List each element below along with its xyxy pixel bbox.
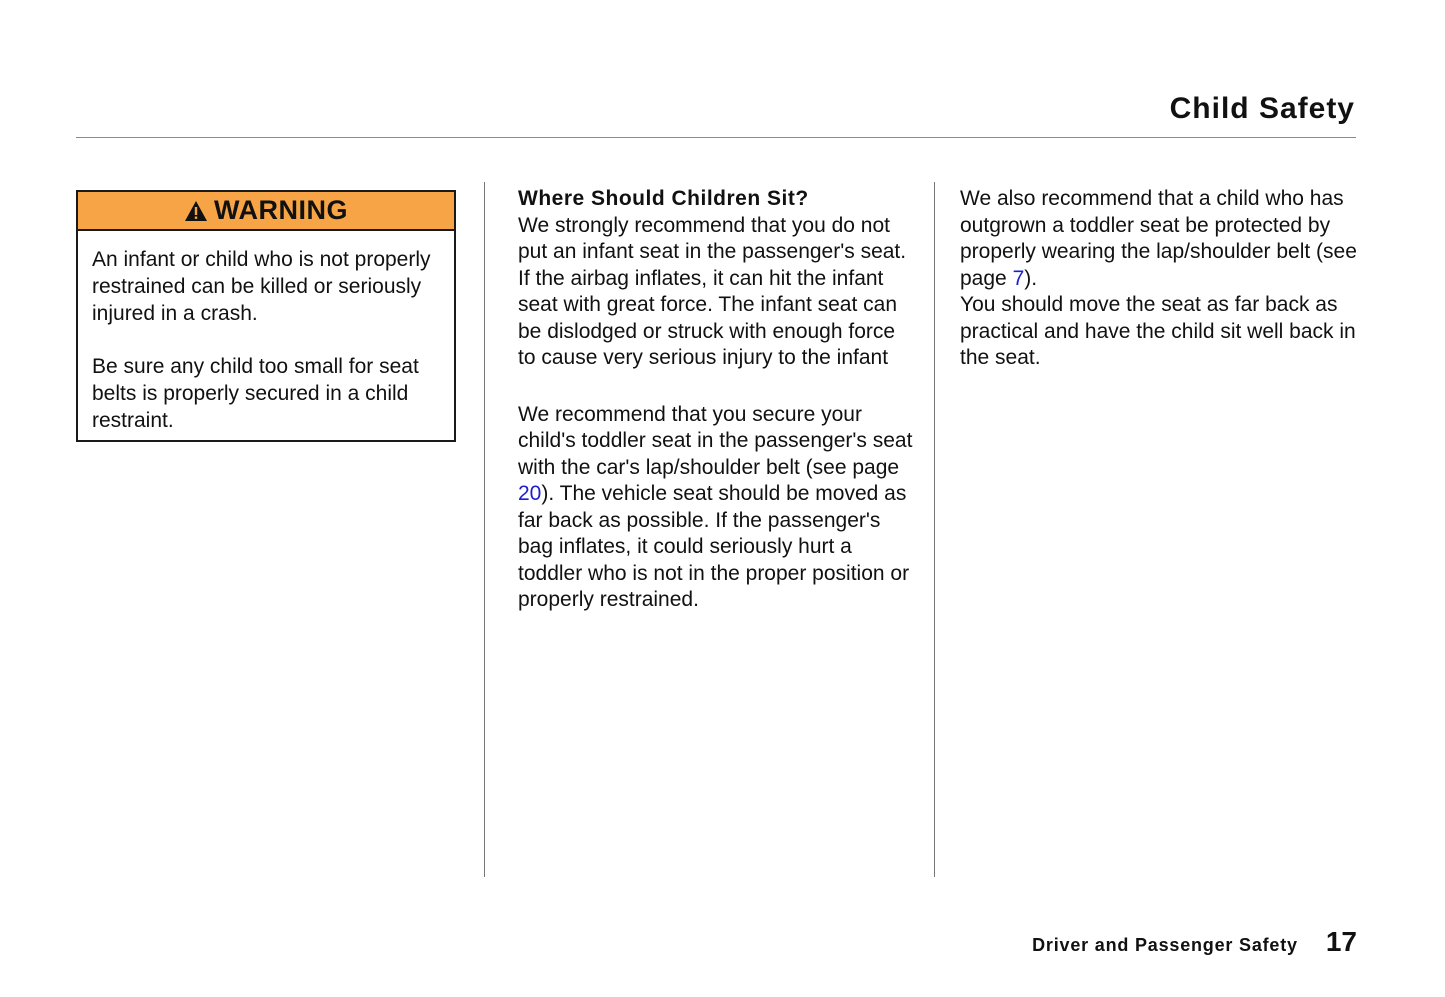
paragraph: You should move the seat as far back as practical and have the child sit well back in the seat. [960, 293, 1356, 369]
warning-body [78, 231, 454, 434]
warning-title: WARNING [214, 195, 348, 225]
header-rule [76, 137, 1356, 138]
column-divider [484, 182, 485, 877]
right-column [960, 186, 1360, 372]
page-number: 17 [1325, 926, 1357, 957]
column-divider [934, 182, 935, 877]
page-link[interactable]: 7 [1012, 266, 1025, 290]
footer-section-title: Driver and Passenger Safety [1032, 935, 1298, 955]
section-heading: Where Should Children Sit? [518, 187, 809, 210]
warning-header [78, 192, 454, 231]
paragraph: We also recommend that a child who has outgrown a toddler seat be protected by properly wearing the lap/shoulder belt (see page 7). [960, 187, 1357, 290]
warning-box [76, 190, 456, 442]
center-column [518, 186, 918, 614]
warning-text: An infant or child who is not properly restrained can be killed or seriously injured in a crash. [92, 248, 431, 325]
page-title: Child Safety [1169, 92, 1355, 125]
paragraph: We strongly recommend that you do not put an infant seat in the passenger's seat. If the airbag inflates, it can hit the infant seat with great force. The infant seat can be dislodged or struck with enough force to cause very serious injury to the infant [518, 213, 907, 369]
page-link[interactable]: 20 [518, 482, 542, 505]
paragraph: We recommend that you secure your child's toddler seat in the passenger's seat with the car's lap/shoulder belt (see page 20). The vehicle seat should be moved as far back as possible. If the passenger's bag inflates, it could seriously hurt a toddler who is not in the proper position or properly restrained. [518, 402, 913, 611]
footer [1032, 926, 1357, 958]
warning-triangle-icon [184, 200, 208, 222]
warning-text: Be sure any child too small for seat belts is properly secured in a child restraint. [92, 355, 419, 432]
